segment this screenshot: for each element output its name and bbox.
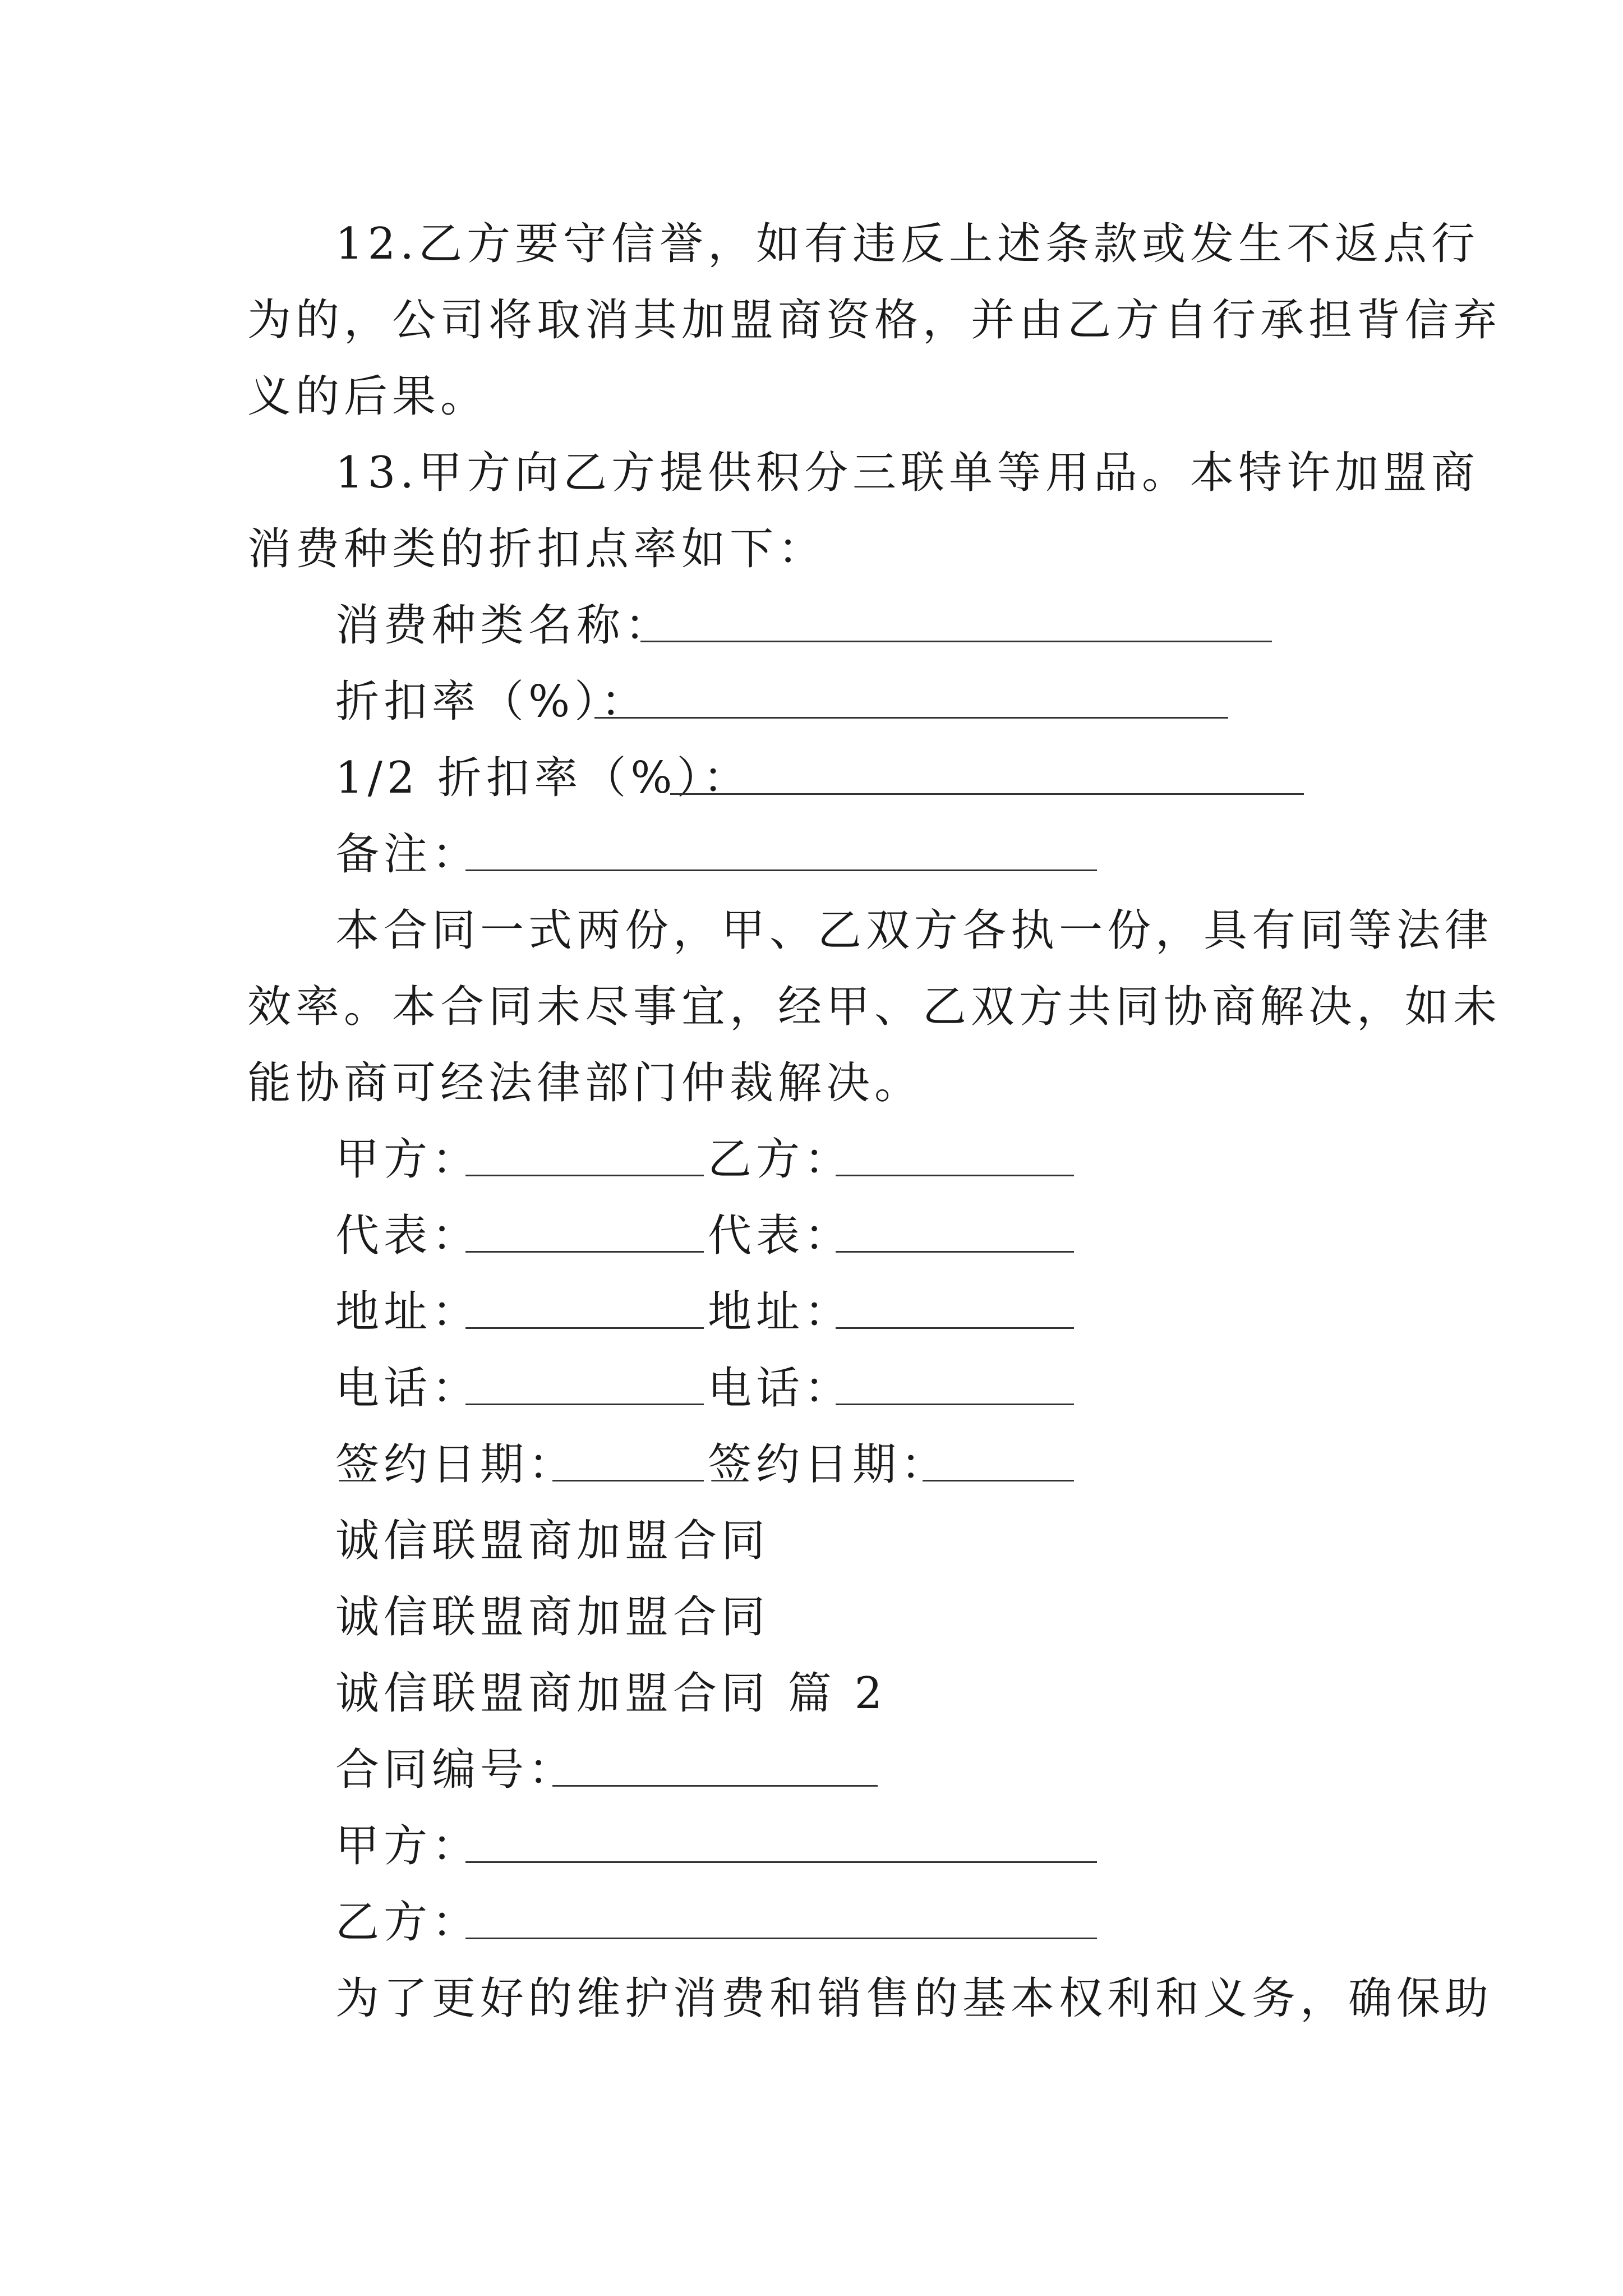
half-discount-rate-blank[interactable]	[670, 793, 1304, 795]
party-b-blank[interactable]	[836, 1175, 1074, 1176]
clause-13-line-1: 13.甲方向乙方提供积分三联单等用品。本特许加盟商	[335, 448, 1480, 498]
contract2-party-a-label: 甲方：	[335, 1821, 481, 1871]
contract-number-blank[interactable]	[552, 1785, 878, 1787]
half-discount-rate-label: 1/2 折扣率（%）：	[335, 753, 751, 803]
contract-title-1: 诚信联盟商加盟合同	[335, 1516, 770, 1566]
rep-a-blank[interactable]	[465, 1251, 704, 1253]
party-a-label: 甲方：	[335, 1134, 481, 1185]
remark-blank[interactable]	[465, 869, 1097, 871]
sign-date-b-blank[interactable]	[923, 1480, 1074, 1481]
clause-12-line-2: 为的，公司将取消其加盟商资格，并由乙方自行承担背信弃	[247, 295, 1502, 346]
rep-b-label: 代表：	[708, 1211, 853, 1261]
address-a-blank[interactable]	[465, 1327, 704, 1329]
sign-date-a-label: 签约日期：	[335, 1439, 577, 1490]
remark-label: 备注：	[335, 829, 481, 880]
clause-12-line-3: 义的后果。	[247, 371, 489, 422]
discount-rate-label: 折扣率（%）：	[335, 677, 649, 727]
sign-date-b-label: 签约日期：	[708, 1439, 949, 1490]
contract2-party-b-label: 乙方：	[335, 1897, 481, 1948]
category-name-label: 消费种类名称：	[335, 600, 674, 651]
phone-b-blank[interactable]	[836, 1404, 1074, 1405]
phone-a-label: 电话：	[335, 1363, 481, 1414]
contract2-party-b-blank[interactable]	[465, 1938, 1097, 1939]
closing-line-1: 本合同一式两份，甲、乙双方各执一份，具有同等法律	[335, 905, 1493, 956]
party-a-blank[interactable]	[465, 1175, 704, 1176]
address-a-label: 地址：	[335, 1287, 481, 1337]
category-name-blank[interactable]	[640, 641, 1272, 642]
address-b-blank[interactable]	[836, 1327, 1074, 1329]
party-b-label: 乙方：	[708, 1134, 853, 1185]
phone-a-blank[interactable]	[465, 1404, 704, 1405]
address-b-label: 地址：	[708, 1287, 853, 1337]
contract-number-label: 合同编号：	[335, 1745, 577, 1795]
sign-date-a-blank[interactable]	[552, 1480, 704, 1481]
rep-a-label: 代表：	[335, 1211, 481, 1261]
contract2-intro-line: 为了更好的维护消费和销售的基本权利和义务，确保助	[335, 1973, 1493, 2024]
contract2-party-a-blank[interactable]	[465, 1861, 1097, 1863]
rep-b-blank[interactable]	[836, 1251, 1074, 1253]
contract-title-2: 诚信联盟商加盟合同	[335, 1592, 770, 1642]
phone-b-label: 电话：	[708, 1363, 853, 1414]
contract-title-3: 诚信联盟商加盟合同 篇 2	[335, 1668, 887, 1719]
discount-rate-blank[interactable]	[594, 717, 1228, 719]
closing-line-3: 能协商可经法律部门仲裁解决。	[247, 1058, 923, 1108]
clause-13-line-2: 消费种类的折扣点率如下：	[247, 524, 827, 574]
closing-line-2: 效率。本合同未尽事宜，经甲、乙双方共同协商解决，如未	[247, 982, 1502, 1032]
clause-12-line-1: 12.乙方要守信誉，如有违反上述条款或发生不返点行	[335, 219, 1480, 269]
